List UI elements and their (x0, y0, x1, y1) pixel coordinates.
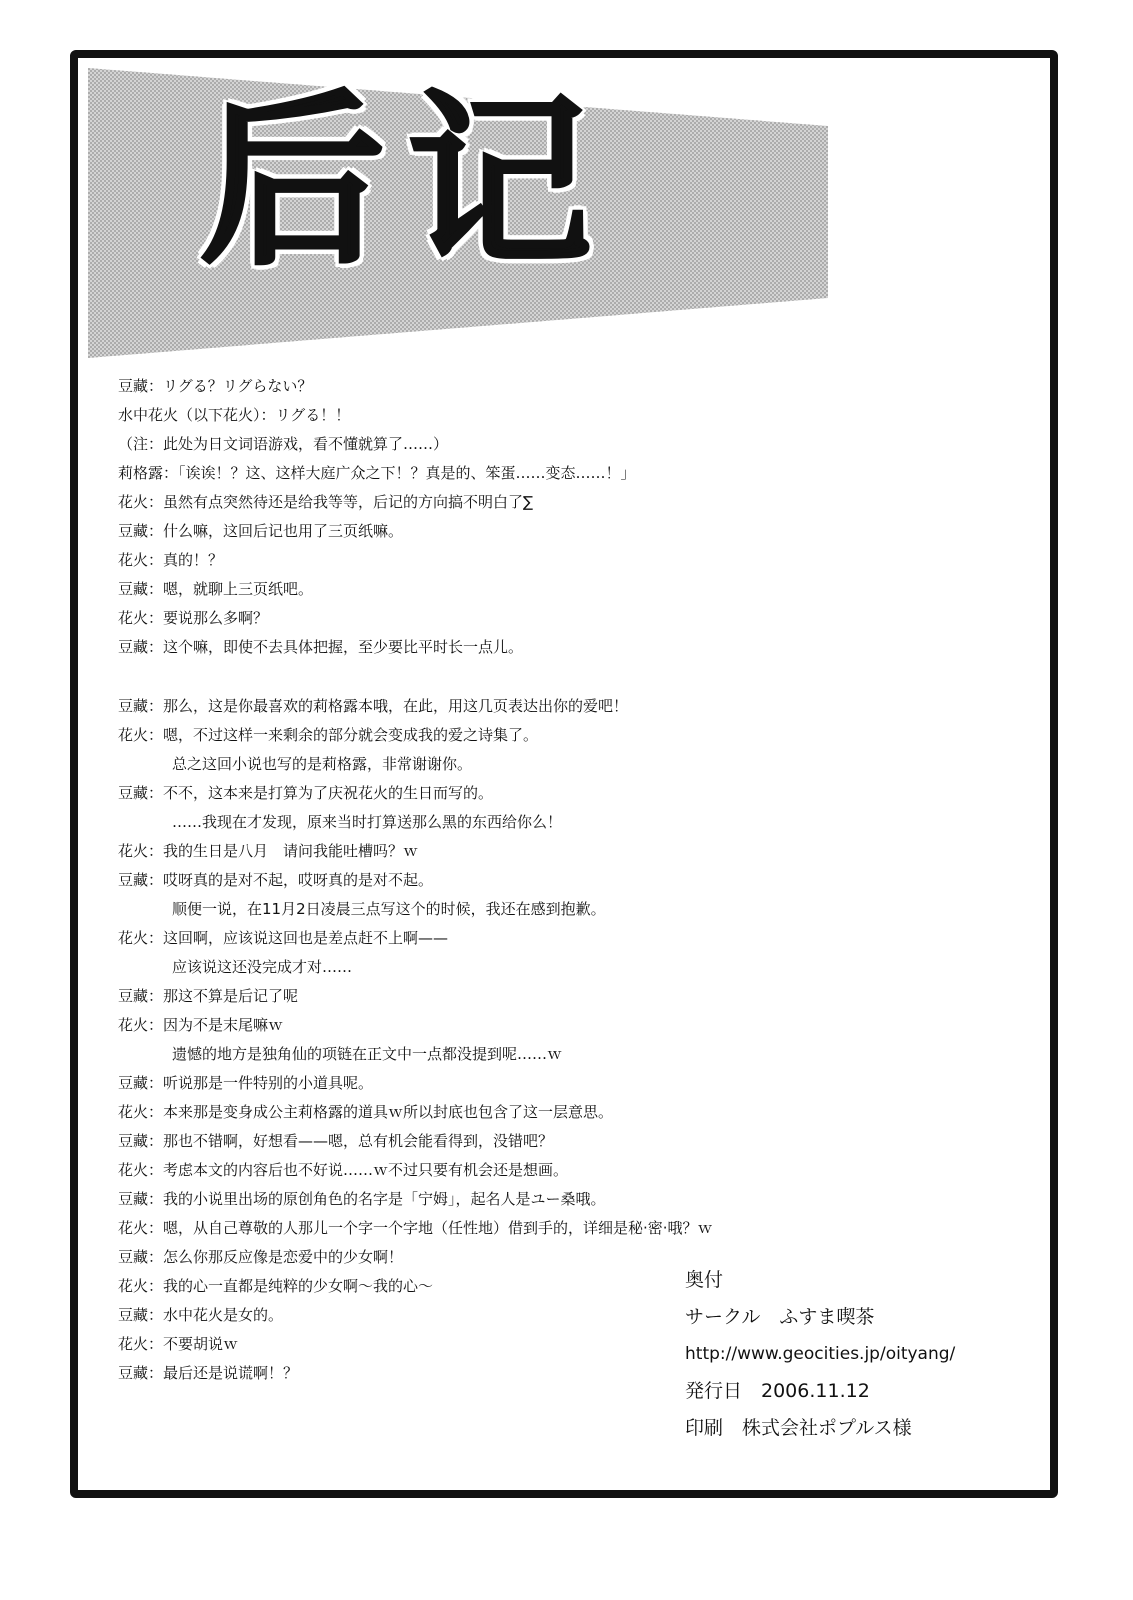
dialogue-line: 豆藏：那么，这是你最喜欢的莉格露本哦，在此，用这几页表达出你的爱吧！ (118, 697, 629, 715)
circle-name: サークル ふすま喫茶 (685, 1306, 875, 1328)
colophon (685, 1262, 1005, 1447)
page-title: 后记 (200, 74, 614, 290)
dialogue-line: 水中花火（以下花火）：リグる！！ (118, 406, 351, 424)
dialogue-line (118, 662, 898, 692)
dialogue-line: 豆藏：什么嘛，这回后记也用了三页纸嘛。 (118, 522, 404, 540)
dialogue-line: 顺便一说，在11月2日凌晨三点写这个的时候，我还在感到抱歉。 (172, 900, 606, 918)
dialogue-line: ……我现在才发现，原来当时打算送那么黑的东西给你么！ (172, 813, 563, 831)
dialogue-line: 花火：嗯，不过这样一来剩余的部分就会变成我的爱之诗集了。 (118, 726, 539, 744)
dialogue-line: 遗憾的地方是独角仙的项链在正文中一点都没提到呢……ｗ (172, 1045, 563, 1063)
dialogue-line: 花火：我的心一直都是纯粹的少女啊～我的心～ (118, 1277, 434, 1295)
dialogue-line: 豆藏：不不，这本来是打算为了庆祝花火的生日而写的。 (118, 784, 494, 802)
dialogue-line: 花火：嗯，从自己尊敬的人那儿一个字一个字地（任性地）借到手的，详细是秘·密·哦？ｗ (118, 1219, 713, 1237)
dialogue-line: 豆藏：哎呀真的是对不起，哎呀真的是对不起。 (118, 871, 434, 889)
dialogue-line: （注：此处为日文词语游戏，看不懂就算了……） (118, 435, 449, 453)
dialogue-line: 花火：因为不是末尾嘛ｗ (118, 1016, 284, 1034)
dialogue-line: 应该说这还没完成才对…… (172, 958, 353, 976)
dialogue-line: 花火：考虑本文的内容后也不好说……ｗ不过只要有机会还是想画。 (118, 1161, 569, 1179)
dialogue-line: 总之这回小说也写的是莉格露，非常谢谢你。 (172, 755, 473, 773)
dialogue-block (118, 372, 898, 1388)
dialogue-line: 花火：不要胡说ｗ (118, 1335, 239, 1353)
dialogue-line: 花火：本来那是变身成公主莉格露的道具ｗ所以封底也包含了这一层意思。 (118, 1103, 614, 1121)
dialogue-line: 花火：虽然有点突然待还是给我等等，后记的方向搞不明白了∑ (118, 493, 534, 511)
dialogue-line: 豆藏：水中花火是女的。 (118, 1306, 284, 1324)
dialogue-line: 豆藏：那也不错啊，好想看——嗯，总有机会能看得到，没错吧？ (118, 1132, 554, 1150)
dialogue-line: 莉格露：「诶诶！？这、这样大庭广众之下！？真是的、笨蛋……变态……！」 (118, 464, 636, 482)
dialogue-line: 豆藏：那这不算是后记了呢 (118, 987, 299, 1005)
dialogue-line: 花火：这回啊，应该说这回也是差点赶不上啊—— (118, 929, 449, 947)
dialogue-line: 花火：我的生日是八月 请问我能吐槽吗？ｗ (118, 842, 419, 860)
dialogue-line: 花火：要说那么多啊？ (118, 609, 269, 627)
colophon-heading: 奥付 (685, 1269, 724, 1291)
dialogue-line: 豆藏：嗯，就聊上三页纸吧。 (118, 580, 314, 598)
dialogue-line: 豆藏：我的小说里出场的原创角色的名字是「宁姆」，起名人是ユー桑哦。 (118, 1190, 606, 1208)
printer-name: 印刷 株式会社ポプルス様 (685, 1417, 912, 1439)
dialogue-line: 豆藏：リグる？リグらない？ (118, 377, 313, 395)
dialogue-line: 豆藏：听说那是一件特别的小道具呢。 (118, 1074, 374, 1092)
publish-date: 発行日 2006.11.12 (685, 1380, 870, 1402)
dialogue-line: 花火：真的！？ (118, 551, 224, 569)
dialogue-line: 豆藏：最后还是说谎啊！？ (118, 1364, 299, 1382)
website-url: http://www.geocities.jp/oityang/ (685, 1344, 956, 1364)
dialogue-line: 豆藏：怎么你那反应像是恋爱中的少女啊！ (118, 1248, 404, 1266)
dialogue-line: 豆藏：这个嘛，即使不去具体把握，至少要比平时长一点儿。 (118, 638, 524, 656)
